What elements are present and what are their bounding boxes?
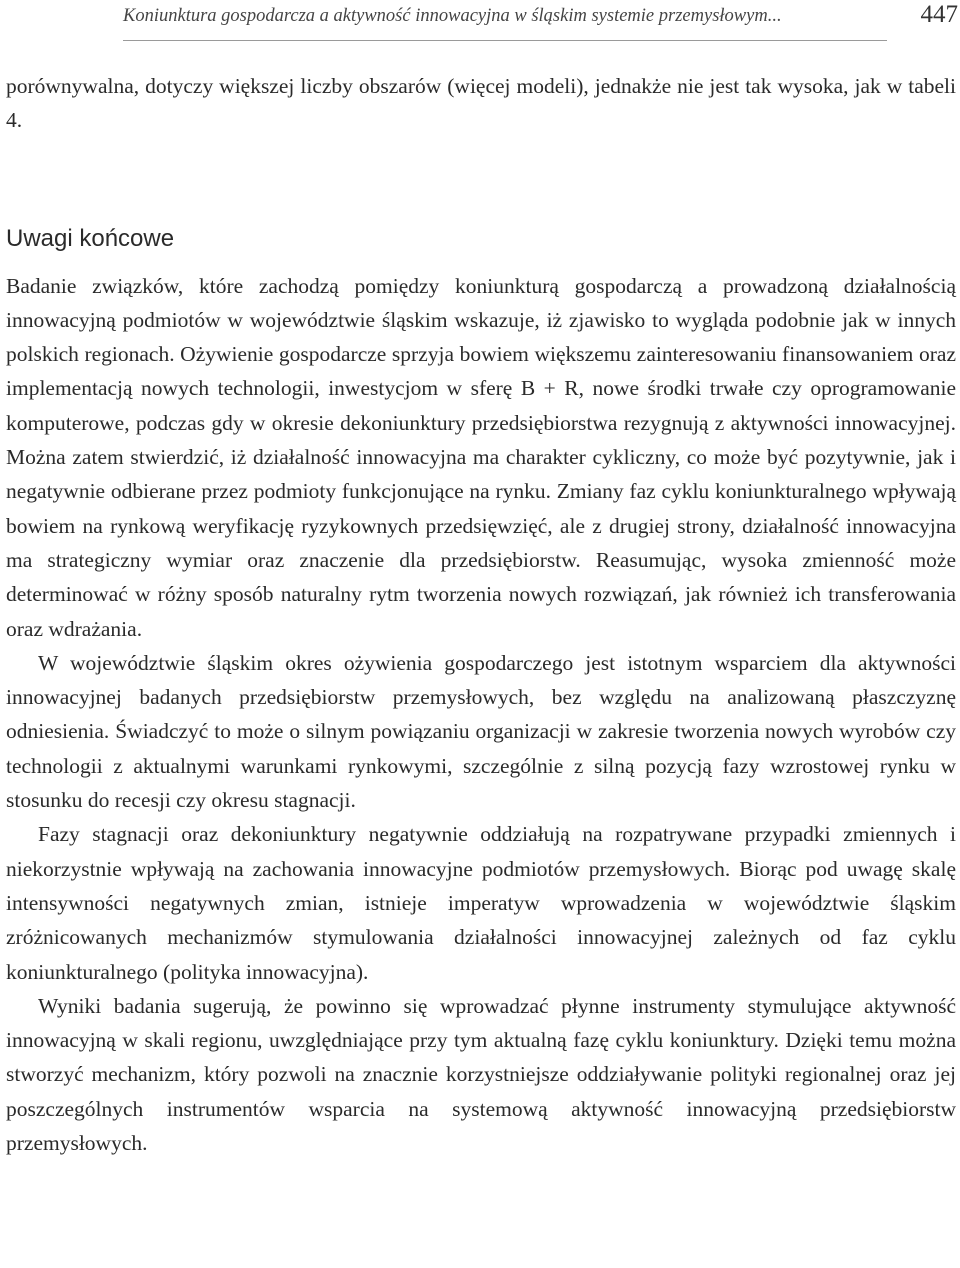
paragraph: W województwie śląskim okres ożywienia gospodarczego jest istotnym wsparciem dla aktywności innowacyjnej badanych przedsiębiorstw przemysłowych, bez względu na analizowaną płaszczyznę odniesienia. Świadczyć to może o silnym powiązaniu organizacji w zakresie tworzenia nowych wyrobów czy technologii z aktualnymi warunkami rynkowymi, szczególnie z silną pozycją fazy wzrostowej rynku w stosunku do recesji czy okresu stagnacji. xyxy=(6,650,956,813)
running-header xyxy=(0,0,960,44)
intro-paragraph: porównywalna, dotyczy większej liczby obszarów (więcej modeli), jednakże nie jest tak wysoka, jak w tabeli 4. xyxy=(6,74,956,133)
header-rule xyxy=(123,40,887,41)
page-number: 447 xyxy=(920,1,958,28)
page-content xyxy=(6,69,956,1160)
paragraph: Badanie związków, które zachodzą pomiędzy koniunkturą gospodarczą a prowadzoną działalnością innowacyjną podmiotów w województwie śląskim wskazuje, iż zjawisko to wygląda podobnie jak w innych polskich regionach. Ożywienie gospodarcze sprzyja bowiem większemu zainteresowaniu finansowaniem oraz implementacją nowych technologii, inwestycjom w sferę B + R, nowe środki trwałe czy oprogramowanie komputerowe, podczas gdy w okresie dekoniunktury przedsiębiorstwa rezygnują z aktywności innowacyjnej. Można zatem stwierdzić, iż działalność innowacyjna ma charakter cykliczny, co może być pozytywnie, jak i negatywnie odbierane przez podmioty funkcjonujące na rynku. Zmiany faz cyklu koniunkturalnego wpływają bowiem na rynkową weryfikację ryzykownych przedsięwzięć, ale z drugiej strony, działalność innowacyjna ma strategiczny wymiar oraz znaczenie dla przedsiębiorstw. Reasumując, wysoka zmienność może determinować w różny sposób naturalny rytm tworzenia nowych rozwiązań, jak również ich transferowania oraz wdrażania. xyxy=(6,273,956,641)
running-title: Koniunktura gospodarcza a aktywność innowacyjna w śląskim systemie przemysłowym... xyxy=(123,6,782,26)
paragraph: Wyniki badania sugerują, że powinno się wprowadzać płynne instrumenty stymulujące aktywność innowacyjną w skali regionu, uwzględniające przy tym aktualną fazę cyklu koniunktury. Dzięki temu można stworzyć mechanizm, który pozwoli na znacznie korzystniejsze oddziaływanie polityki regionalnej oraz jej poszczególnych instrumentów wsparcia na systemową aktywność innowacyjną przedsiębiorstw przemysłowych. xyxy=(6,993,956,1156)
section-heading: Uwagi końcowe xyxy=(6,224,175,252)
paragraph: Fazy stagnacji oraz dekoniunktury negatywnie oddziałują na rozpatrywane przypadki zmiennych i niekorzystnie wpływają na zachowania innowacyjne podmiotów przemysłowych. Biorąc pod uwagę skalę intensywności negatywnych zmian, istnieje imperatyw wprowadzenia w województwie śląskim zróżnicowanych mechanizmów stymulowania działalności innowacyjnej zależnych od faz cyklu koniunkturalnego (polityka innowacyjna). xyxy=(6,822,956,984)
